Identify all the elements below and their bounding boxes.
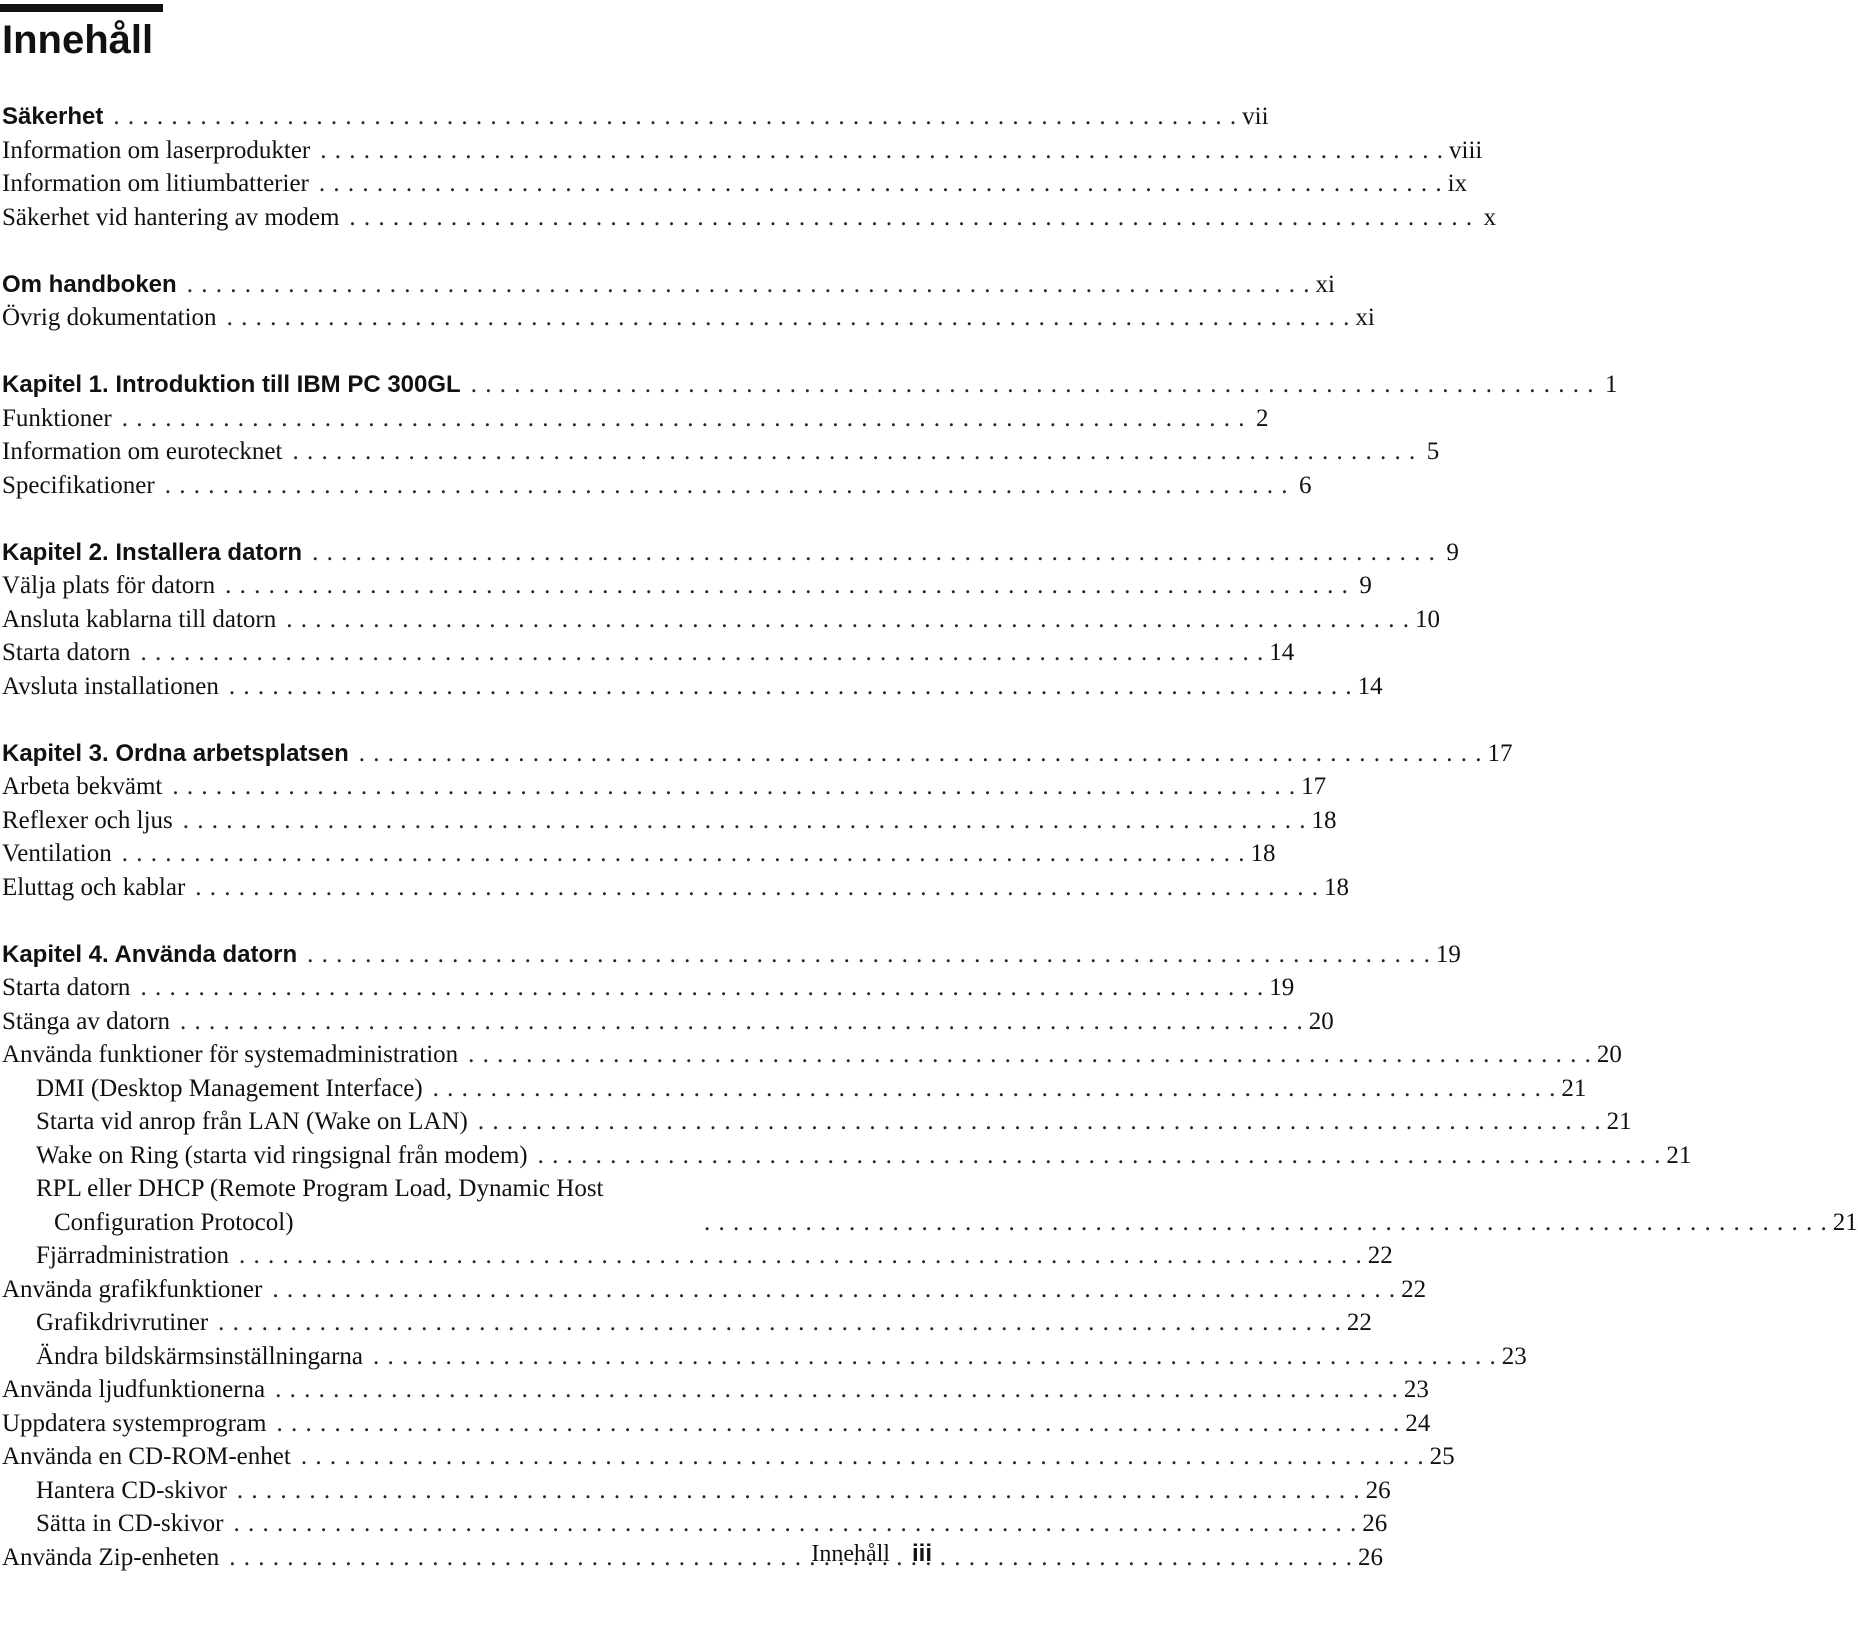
toc-page-number: 19 xyxy=(1269,974,1295,1001)
page-title: Innehåll xyxy=(2,18,154,62)
toc-entry-label: Information om laserprodukter xyxy=(2,136,311,164)
toc-entry[interactable] xyxy=(2,1306,1372,1340)
toc-page-number: 20 xyxy=(1308,1007,1334,1035)
dot-leader xyxy=(218,1306,1341,1340)
toc-entry-label: Välja plats för datorn xyxy=(2,572,216,599)
dot-leader xyxy=(320,134,1443,168)
toc-entry-label: Uppdatera systemprogram xyxy=(2,1409,267,1437)
toc-group xyxy=(2,368,1618,502)
toc-entry-label: Starta datorn xyxy=(2,974,131,1001)
toc-entry-label: Funktioner xyxy=(2,404,112,432)
toc-page-number: 18 xyxy=(1311,806,1337,834)
toc-entry-label: Fjärradministration xyxy=(36,1242,230,1269)
toc-entry-label: Grafikdrivrutiner xyxy=(36,1309,209,1336)
dot-leader xyxy=(301,1440,1424,1474)
toc-entry-label: Reflexer och ljus xyxy=(2,806,173,834)
toc-entry[interactable] xyxy=(2,1273,1427,1307)
toc-entry[interactable] xyxy=(2,804,1337,838)
toc-group xyxy=(2,938,1858,1575)
dot-leader xyxy=(172,770,1295,804)
toc-entry[interactable] xyxy=(2,1139,1692,1173)
toc-entry[interactable] xyxy=(2,201,1497,235)
toc-entry[interactable] xyxy=(2,971,1295,1005)
toc-group xyxy=(2,100,1497,234)
dot-leader xyxy=(319,167,1442,201)
toc-page-number: 25 xyxy=(1429,1443,1455,1470)
toc-entry-label: RPL eller DHCP (Remote Program Load, Dynamic Host xyxy=(36,1175,604,1202)
toc-page-number: 23 xyxy=(1501,1342,1527,1370)
dot-leader xyxy=(468,1038,1591,1072)
toc-page-number: 26 xyxy=(1358,1543,1384,1571)
dot-leader xyxy=(180,1005,1303,1039)
toc-entry[interactable] xyxy=(2,569,1372,603)
toc-entry-label: Hantera CD-skivor xyxy=(36,1476,227,1504)
toc-entry[interactable] xyxy=(2,1038,1622,1072)
toc-entry-label: Säkerhet xyxy=(2,103,104,130)
toc-entry[interactable] xyxy=(2,1373,1429,1407)
toc-page-number: x xyxy=(1483,203,1497,231)
toc-entry-label: Använda Zip-enheten xyxy=(2,1543,220,1571)
footer-section-label: Innehåll xyxy=(811,1541,890,1567)
dot-leader xyxy=(225,569,1348,603)
toc-entry[interactable] xyxy=(2,301,1375,335)
toc-entry-label: Ändra bildskärmsinställningarna xyxy=(36,1342,364,1370)
toc-entry-label: Övrig dokumentation xyxy=(2,304,217,331)
dot-leader xyxy=(140,636,1263,670)
dot-leader xyxy=(195,871,1318,905)
toc-entry[interactable] xyxy=(2,1239,1393,1273)
toc-entry-label: DMI (Desktop Management Interface) xyxy=(36,1074,423,1102)
toc-page-number: 22 xyxy=(1367,1242,1393,1269)
toc-page-number: 6 xyxy=(1298,471,1312,499)
toc-page-number: 26 xyxy=(1362,1510,1388,1537)
dot-leader xyxy=(113,100,1236,134)
toc-entry-label-continued: Configuration Protocol) xyxy=(54,1208,294,1236)
toc-group xyxy=(2,268,1375,335)
toc-chapter-entry[interactable] xyxy=(2,737,1513,771)
toc-entry[interactable] xyxy=(2,469,1312,503)
toc-page-number: 21 xyxy=(1832,1208,1858,1236)
dot-leader xyxy=(478,1105,1601,1139)
toc-entry-label: Starta datorn xyxy=(2,639,131,666)
toc-page-number: 17 xyxy=(1301,773,1327,800)
toc-entry[interactable] xyxy=(2,1507,1388,1541)
toc-entry[interactable] xyxy=(2,134,1483,168)
toc-entry-label: Kapitel 1. Introduktion till IBM PC 300GL xyxy=(2,371,461,398)
toc-entry-label: Kapitel 2. Installera datorn xyxy=(2,538,303,566)
toc-entry-label: Ansluta kablarna till datorn xyxy=(2,605,277,633)
dot-leader xyxy=(229,670,1352,704)
toc-page-number: 26 xyxy=(1365,1476,1391,1504)
toc-entry[interactable] xyxy=(2,837,1276,871)
toc-entry-label: Eluttag och kablar xyxy=(2,873,186,901)
toc-page-number: xi xyxy=(1355,304,1375,331)
dot-leader xyxy=(292,435,1415,469)
toc-group xyxy=(2,737,1513,905)
toc-entry-label: Kapitel 4. Använda datorn xyxy=(2,940,298,968)
toc-entry[interactable] xyxy=(2,603,1440,637)
title-rule xyxy=(0,4,163,12)
toc-entry-label: Arbeta bekvämt xyxy=(2,773,163,800)
toc-entry-label: Använda funktioner för systemadministration xyxy=(2,1041,459,1068)
toc-entry-label: Kapitel 3. Ordna arbetsplatsen xyxy=(2,739,349,767)
toc-entry[interactable] xyxy=(2,167,1468,201)
toc-entry-label: Information om litiumbatterier xyxy=(2,170,309,197)
dot-leader xyxy=(349,201,1472,235)
toc-entry[interactable] xyxy=(2,670,1383,704)
toc-page-number: 1 xyxy=(1604,371,1618,398)
dot-leader xyxy=(122,402,1245,436)
toc-entry-label: Information om eurotecknet xyxy=(2,438,283,465)
toc-entry[interactable] xyxy=(2,770,1327,804)
toc-page-number: 22 xyxy=(1401,1275,1427,1303)
toc-entry-label: Avsluta installationen xyxy=(2,672,219,700)
toc-entry[interactable] xyxy=(2,435,1440,469)
dot-leader xyxy=(239,1239,1362,1273)
toc-page-number: 10 xyxy=(1414,605,1440,633)
toc-entry[interactable] xyxy=(2,1005,1334,1039)
dot-leader xyxy=(237,1474,1360,1508)
toc-page-number: 18 xyxy=(1250,840,1276,867)
toc-page-number: 9 xyxy=(1359,572,1372,599)
footer-page-number: iii xyxy=(911,1540,932,1567)
toc-entry-label: Om handboken xyxy=(2,270,177,298)
dot-leader xyxy=(272,1273,1395,1307)
dot-leader xyxy=(122,837,1245,871)
dot-leader xyxy=(277,1407,1400,1441)
dot-leader xyxy=(704,1206,1827,1240)
toc-page-number: viii xyxy=(1449,136,1483,164)
toc-entry-label: Säkerhet vid hantering av modem xyxy=(2,203,340,231)
dot-leader xyxy=(140,971,1263,1005)
toc-entry[interactable] xyxy=(2,1474,1391,1508)
toc-entry-label: Stänga av datorn xyxy=(2,1007,171,1035)
dot-leader xyxy=(227,301,1350,335)
dot-leader xyxy=(187,268,1310,302)
toc-page-number: 22 xyxy=(1346,1309,1372,1336)
toc-page-number: 19 xyxy=(1435,940,1461,968)
toc-page-number: 5 xyxy=(1426,438,1440,465)
dot-leader xyxy=(286,603,1409,637)
toc-page-number: 2 xyxy=(1255,404,1269,432)
toc-entry[interactable] xyxy=(2,636,1295,670)
toc-entry[interactable] xyxy=(2,1541,1384,1575)
toc-entry[interactable] xyxy=(2,1072,1587,1106)
toc-entry[interactable] xyxy=(2,1105,1632,1139)
dot-leader xyxy=(471,368,1594,402)
toc-page-number: 23 xyxy=(1403,1376,1429,1403)
table-of-contents xyxy=(2,100,1858,1608)
toc-chapter-entry[interactable] xyxy=(2,368,1618,402)
toc-page-number: 21 xyxy=(1606,1108,1632,1135)
toc-entry-label: Wake on Ring (starta vid ringsignal från modem) xyxy=(36,1141,528,1169)
dot-leader xyxy=(275,1373,1398,1407)
dot-leader xyxy=(433,1072,1556,1106)
toc-entry[interactable] xyxy=(2,1340,1527,1374)
toc-entry-label: Använda grafikfunktioner xyxy=(2,1275,263,1303)
dot-leader xyxy=(234,1507,1357,1541)
toc-entry[interactable] xyxy=(2,1440,1455,1474)
dot-leader xyxy=(307,938,1430,972)
toc-entry[interactable] xyxy=(2,871,1350,905)
toc-entry-label: Sätta in CD-skivor xyxy=(36,1510,224,1537)
toc-page-number: 20 xyxy=(1596,1041,1622,1068)
toc-chapter-entry[interactable] xyxy=(2,100,1269,134)
toc-page-number: 21 xyxy=(1561,1074,1587,1102)
toc-page-number: xi xyxy=(1315,270,1335,298)
toc-page-number: vii xyxy=(1242,103,1269,130)
toc-entry-label: Ventilation xyxy=(2,840,112,867)
toc-entry-label: Använda ljudfunktionerna xyxy=(2,1376,266,1403)
toc-chapter-entry[interactable] xyxy=(2,938,1461,972)
toc-entry-label: Använda en CD-ROM-enhet xyxy=(2,1443,291,1470)
toc-group xyxy=(2,536,1459,704)
dot-leader xyxy=(359,737,1482,771)
toc-page-number: 9 xyxy=(1446,538,1459,566)
toc-page-number: 17 xyxy=(1487,739,1513,767)
toc-chapter-entry[interactable] xyxy=(2,536,1459,570)
dot-leader xyxy=(229,1541,1352,1575)
toc-page-number: 14 xyxy=(1269,639,1295,666)
toc-entry[interactable] xyxy=(2,1407,1431,1441)
dot-leader xyxy=(312,536,1435,570)
toc-page-number: 14 xyxy=(1357,672,1383,700)
toc-entry[interactable] xyxy=(2,402,1269,436)
toc-page-number: ix xyxy=(1447,170,1468,197)
dot-leader xyxy=(165,469,1288,503)
dot-leader xyxy=(373,1340,1496,1374)
toc-page-number: 21 xyxy=(1666,1141,1692,1169)
toc-chapter-entry[interactable] xyxy=(2,268,1335,302)
page-footer xyxy=(811,1538,932,1570)
toc-page-number: 18 xyxy=(1324,873,1350,901)
toc-entry-label: Specifikationer xyxy=(2,471,155,499)
dot-leader xyxy=(538,1139,1661,1173)
toc-entry-label: Starta vid anrop från LAN (Wake on LAN) xyxy=(36,1108,468,1135)
toc-page-number: 24 xyxy=(1405,1409,1431,1437)
dot-leader xyxy=(183,804,1306,838)
toc-entry[interactable] xyxy=(2,1172,1858,1239)
